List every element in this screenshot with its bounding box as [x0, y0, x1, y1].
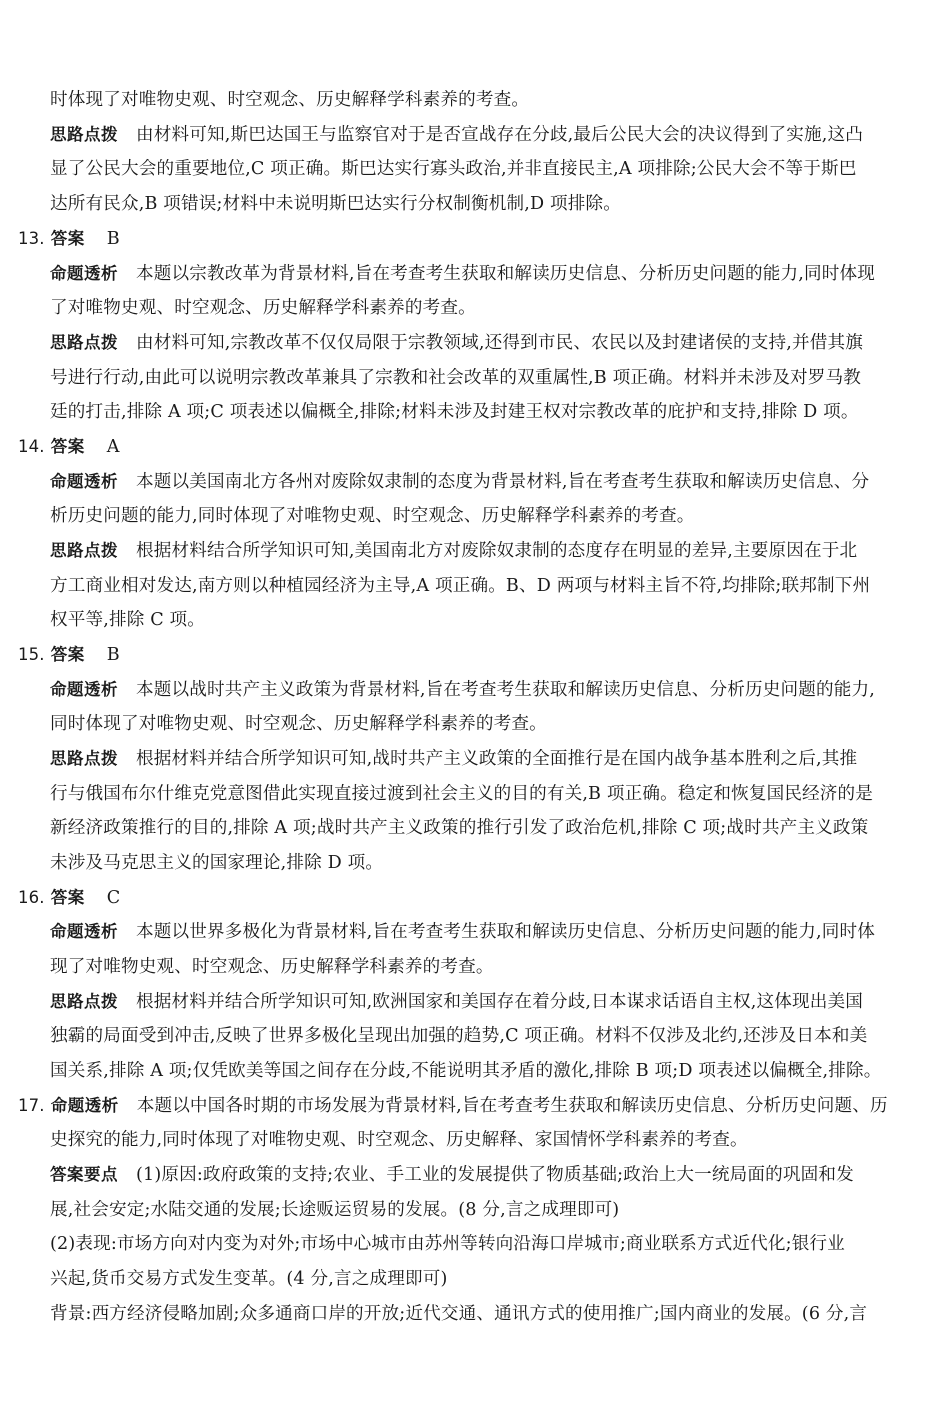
answer-value: A [106, 437, 120, 457]
q16-hint: 思路点拨 根据材料并结合所学知识可知,欧洲国家和美国存在着分歧,日本谋求话语自主权,这体现出美国 [50, 992, 863, 1012]
q15-analysis-line: 同时体现了对唯物史观、时空观念、历史解释学科素养的考查。 [50, 714, 547, 734]
hint-label: 思路点拨 [50, 333, 118, 352]
q17-key-points-line: 兴起,货币交易方式发生变革。(4 分,言之成理即可) [50, 1269, 448, 1289]
q16-hint-line: 国关系,排除 A 项;仅凭欧美等国之间存在分歧,不能说明其矛盾的激化,排除 B 项;D 项表述以偏概全,排除。 [50, 1061, 882, 1081]
q16-answer [18, 883, 120, 913]
q16-hint-line: 独霸的局面受到冲击,反映了世界多极化呈现出加强的趋势,C 项正确。材料不仅涉及北约,还涉及日本和美 [50, 1026, 868, 1046]
q14-hint-line: 权平等,排除 C 项。 [50, 610, 206, 630]
q15-hint-line: 行与俄国布尔什维克党意图借此实现直接过渡到社会主义的目的有关,B 项正确。稳定和恢复国民经济的是 [50, 784, 874, 804]
hint-label: 思路点拨 [50, 992, 118, 1011]
answer-label: 答案 [50, 645, 85, 664]
q16-analysis-line: 现了对唯物史观、时空观念、历史解释学科素养的考查。 [50, 957, 494, 977]
q17-analysis: 17. 命题透析 本题以中国各时期的市场发展为背景材料,旨在考查考生获取和解读历史信息、分析历史问题、历 [18, 1096, 888, 1116]
question-number: 16. [18, 888, 45, 907]
q14-hint: 思路点拨 根据材料结合所学知识可知,美国南北方对废除奴隶制的态度存在明显的差异,主要原因在于北 [50, 541, 858, 561]
analysis-label: 命题透析 [50, 264, 118, 283]
q12-analysis-continuation: 时体现了对唯物史观、时空观念、历史解释学科素养的考查。 [50, 90, 530, 110]
hint-label: 思路点拨 [50, 125, 118, 144]
q17-key-points: 答案要点 (1)原因:政府政策的支持;农业、手工业的发展提供了物质基础;政治上大一统局面的巩固和发 [50, 1165, 854, 1185]
q15-hint-line: 未涉及马克思主义的国家理论,排除 D 项。 [50, 853, 384, 873]
q15-hint-line: 新经济政策推行的目的,排除 A 项;战时共产主义政策的推行引发了政治危机,排除 C 项;战时共产主义政策 [50, 818, 869, 838]
analysis-label: 命题透析 [50, 472, 118, 491]
q14-analysis: 命题透析 本题以美国南北方各州对废除奴隶制的态度为背景材料,旨在考查考生获取和解读历史信息、分 [50, 472, 870, 492]
q13-analysis: 命题透析 本题以宗教改革为背景材料,旨在考查考生获取和解读历史信息、分析历史问题的能力,同时体现 [50, 264, 875, 284]
question-number: 17. [18, 1096, 45, 1115]
question-number: 14. [18, 437, 45, 456]
q14-hint-line: 方工商业相对发达,南方则以种植园经济为主导,A 项正确。B、D 两项与材料主旨不符,均排除;联邦制下州 [50, 576, 871, 596]
q13-hint: 思路点拨 由材料可知,宗教改革不仅仅局限于宗教领域,还得到市民、农民以及封建诸侯的支持,并借其旗 [50, 333, 863, 353]
answer-value: B [106, 645, 120, 665]
q12-hint: 思路点拨 由材料可知,斯巴达国王与监察官对于是否宣战存在分歧,最后公民大会的决议得到了实施,这凸 [50, 125, 863, 145]
answer-value: C [106, 888, 121, 908]
q12-hint-line: 达所有民众,B 项错误;材料中未说明斯巴达实行分权制衡机制,D 项排除。 [50, 194, 621, 214]
analysis-label: 命题透析 [50, 1096, 119, 1115]
q15-answer [18, 640, 120, 670]
q16-analysis: 命题透析 本题以世界多极化为背景材料,旨在考查考生获取和解读历史信息、分析历史问题的能力,同时体 [50, 922, 875, 942]
analysis-label: 命题透析 [50, 922, 118, 941]
answer-label: 答案 [50, 437, 85, 456]
q13-answer [18, 224, 120, 254]
q13-hint-line: 号进行行动,由此可以说明宗教改革兼具了宗教和社会改革的双重属性,B 项正确。材料并未涉及对罗马教 [50, 368, 862, 388]
q14-analysis-line: 析历史问题的能力,同时体现了对唯物史观、时空观念、历史解释学科素养的考查。 [50, 506, 695, 526]
answer-label: 答案 [50, 888, 85, 907]
q15-hint: 思路点拨 根据材料并结合所学知识可知,战时共产主义政策的全面推行是在国内战争基本胜利之后,其推 [50, 749, 858, 769]
hint-label: 思路点拨 [50, 541, 118, 560]
question-number: 13. [18, 229, 45, 248]
q15-analysis: 命题透析 本题以战时共产主义政策为背景材料,旨在考查考生获取和解读历史信息、分析历史问题的能力, [50, 680, 875, 700]
key-points-label: 答案要点 [50, 1165, 118, 1184]
q12-hint-line: 显了公民大会的重要地位,C 项正确。斯巴达实行寡头政治,并非直接民主,A 项排除;公民大会不等于斯巴 [50, 159, 857, 179]
hint-label: 思路点拨 [50, 749, 118, 768]
q13-analysis-line: 了对唯物史观、时空观念、历史解释学科素养的考查。 [50, 298, 476, 318]
answer-value: B [106, 229, 120, 249]
q17-key-points-line: 展,社会安定;水陆交通的发展;长途贩运贸易的发展。(8 分,言之成理即可) [50, 1200, 620, 1220]
analysis-label: 命题透析 [50, 680, 118, 699]
q14-answer [18, 432, 120, 462]
q17-analysis-line: 史探究的能力,同时体现了对唯物史观、时空观念、历史解释、家国情怀学科素养的考查。 [50, 1130, 748, 1150]
q17-key-points-line: 背景:西方经济侵略加剧;众多通商口岸的开放;近代交通、通讯方式的使用推广;国内商业的发展。(6 分,言 [50, 1304, 868, 1324]
q17-key-points-line: (2)表现:市场方向对内变为对外;市场中心城市由苏州等转向沿海口岸城市;商业联系方式近代化;银行业 [50, 1234, 845, 1254]
question-number: 15. [18, 645, 45, 664]
answer-label: 答案 [50, 229, 85, 248]
q13-hint-line: 廷的打击,排除 A 项;C 项表述以偏概全,排除;材料未涉及封建王权对宗教改革的庇护和支持,排除 D 项。 [50, 402, 859, 422]
